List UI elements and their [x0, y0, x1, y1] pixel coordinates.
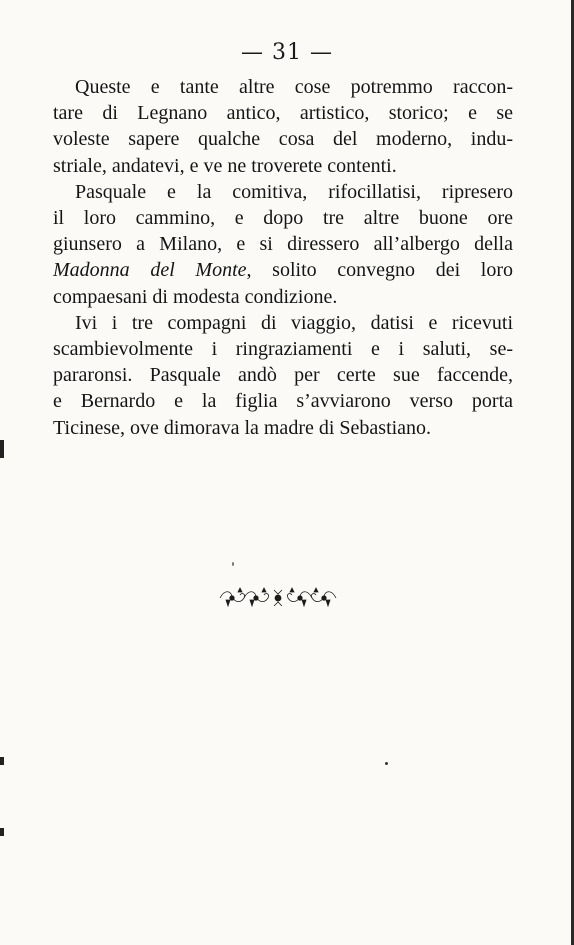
text-line: tare di Legnano antico, artistico, storico; e se — [53, 102, 513, 125]
page-number: — 31 — — [241, 40, 333, 65]
paper-speck — [232, 562, 234, 566]
body-text — [53, 74, 513, 441]
text-line: compaesani di modesta condizione. — [53, 285, 338, 308]
page-edge-mark — [0, 440, 4, 458]
text-line: Ticinese, ove dimorava la madre di Sebastiano. — [53, 416, 432, 439]
text-line: voleste sapere qualche cosa del moderno, indu- — [53, 128, 513, 151]
text-line: Pasquale e la comitiva, rifocillatisi, ripresero — [75, 180, 513, 203]
text-fragment: , solito convegno dei loro — [246, 259, 514, 282]
text-line: giunsero a Milano, e si diressero all’albergo della — [53, 233, 513, 256]
floral-tailpiece-icon — [218, 586, 338, 610]
text-line: scambievolmente i ringraziamenti e i saluti, se- — [53, 338, 513, 361]
text-line: Ivi i tre compagni di viaggio, datisi e ricevuti — [75, 311, 513, 334]
text-line: pararonsi. Pasquale andò per certe sue faccende, — [53, 364, 513, 387]
italic-place-name: Madonna del Monte — [53, 259, 247, 282]
text-line: striale, andatevi, e ve ne troverete contenti. — [53, 154, 397, 177]
page-edge-mark — [0, 757, 4, 765]
text-line-mixed — [53, 257, 513, 283]
page-edge-mark — [0, 828, 4, 836]
text-line: il loro cammino, e dopo tre altre buone ore — [53, 207, 513, 230]
text-line: e Bernardo e la figlia s’avviarono verso porta — [53, 390, 513, 413]
text-line: Queste e tante altre cose potremmo raccon- — [75, 76, 513, 98]
paper-speck — [385, 762, 388, 765]
